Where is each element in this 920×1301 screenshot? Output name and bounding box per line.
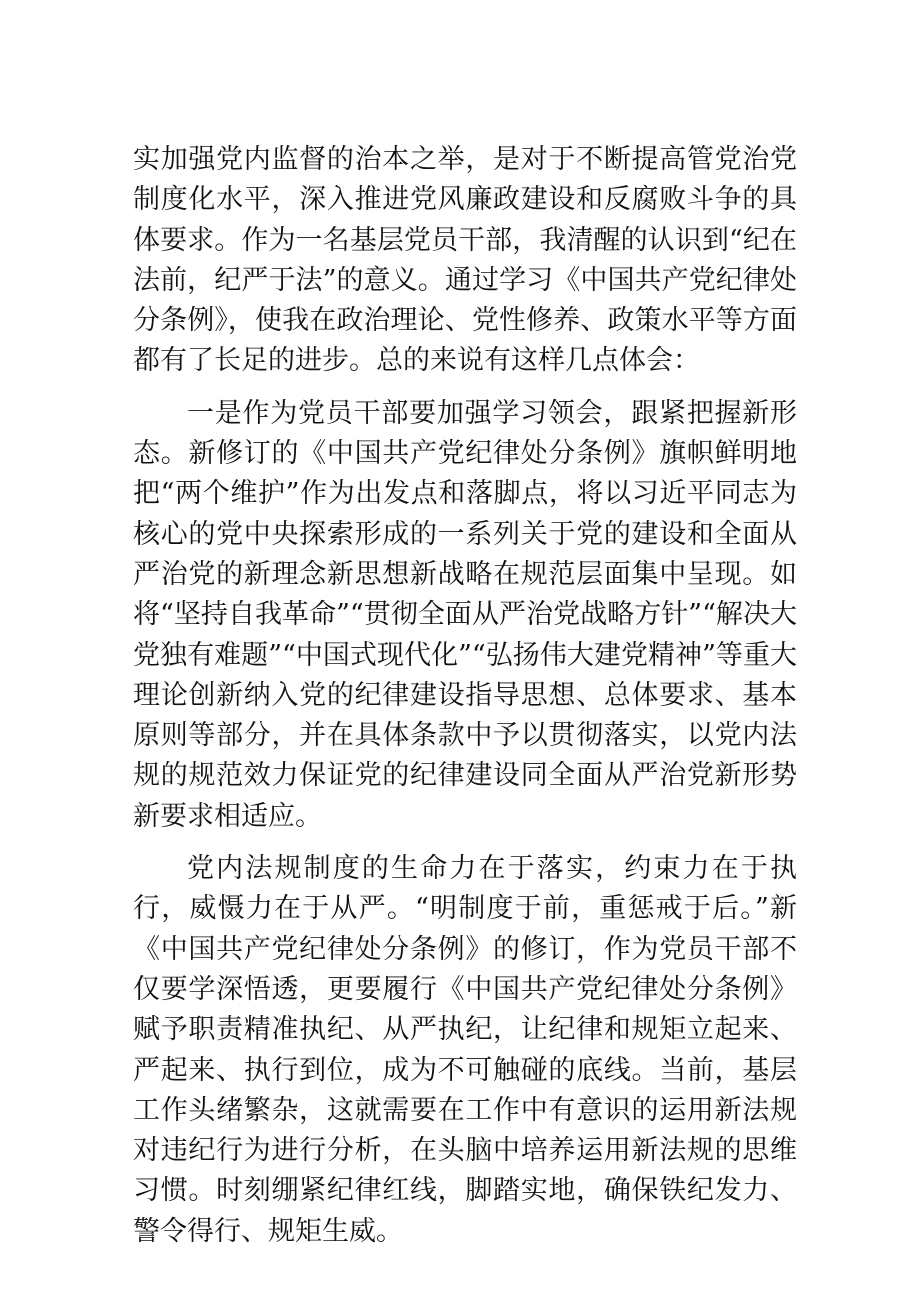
- paragraph-point-one: 一是作为党员干部要加强学习领会，跟紧把握新形态。新修订的《中国共产党纪律处分条例》旗帜鲜明地把“两个维护”作为出发点和落脚点，将以习近平同志为核心的党中央探索形成的一系列关于党的建设和全面从严治党的新理念新思想新战略在规范层面集中呈现。如将“坚持自我革命”“贯彻全面从严治党战略方针”“解决大党独有难题”“中国式现代化”“弘扬伟大建党精神”等重大理论创新纳入党的纪律建设指导思想、总体要求、基本原则等部分，并在具体条款中予以贯彻落实，以党内法规的规范效力保证党的纪律建设同全面从严治党新形势新要求相适应。: [133, 397, 797, 832]
- paragraph-continued: 实加强党内监督的治本之举，是对于不断提高管党治党制度化水平，深入推进党风廉政建设和反腐败斗争的具体要求。作为一名基层党员干部，我清醒的认识到“纪在法前，纪严于法”的意义。通过学习《中国共产党纪律处分条例》，使我在政治理论、党性修养、政策水平等方面都有了长足的进步。总的来说有这样几点体会：: [133, 144, 797, 377]
- paragraph-enforcement: 党内法规制度的生命力在于落实，约束力在于执行，威慑力在于从严。“明制度于前，重惩戒于后。”新《中国共产党纪律处分条例》的修订，作为党员干部不仅要学深悟透，更要履行《中国共产党纪律处分条例》赋予职责精准执纪、从严执纪，让纪律和规矩立起来、严起来、执行到位，成为不可触碰的底线。当前，基层工作头绪繁杂，这就需要在工作中有意识的运用新法规对违纪行为进行分析，在头脑中培养运用新法规的思维习惯。时刻绷紧纪律红线，脚踏实地，确保铁纪发力、警令得行、规矩生威。: [133, 853, 797, 1247]
- document-body: [133, 140, 797, 1264]
